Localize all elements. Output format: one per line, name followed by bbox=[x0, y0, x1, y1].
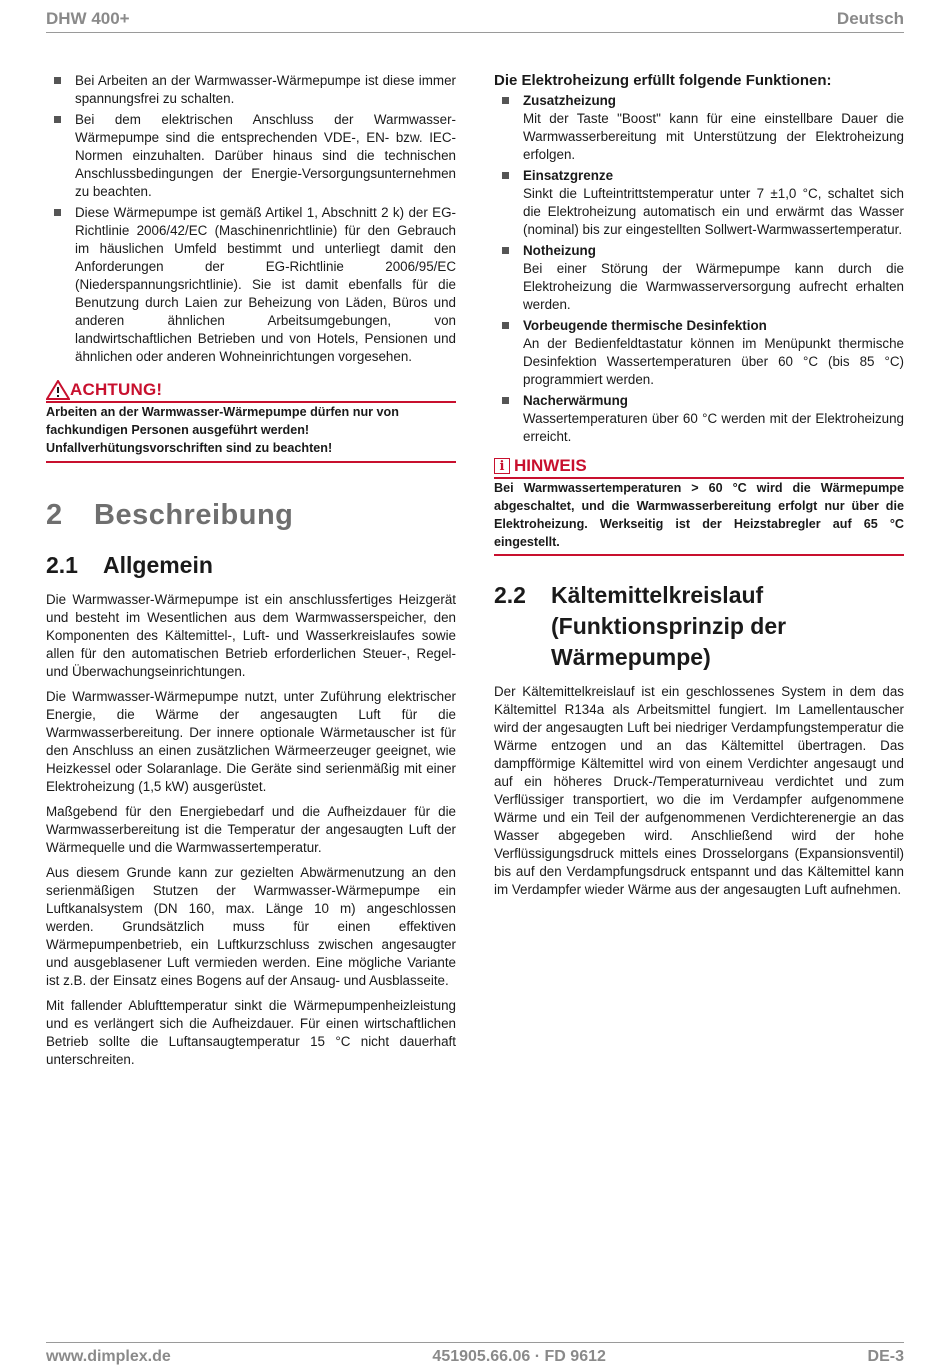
document-number: 451905.66.06 · FD 9612 bbox=[432, 1348, 606, 1365]
chapter-heading bbox=[46, 499, 456, 532]
list-item bbox=[494, 242, 904, 314]
note-title-row bbox=[494, 456, 904, 479]
section-number: 2.1 bbox=[46, 552, 78, 578]
left-column bbox=[46, 72, 456, 1076]
list-item: Bei Arbeiten an der Warmwasser-Wärmepumpe ist diese immer spannungsfrei zu schalten. bbox=[46, 72, 456, 108]
note-title: HINWEIS bbox=[514, 456, 587, 475]
page-footer bbox=[46, 1342, 904, 1371]
info-icon: i bbox=[494, 458, 510, 474]
function-title: Nacherwärmung bbox=[523, 393, 628, 408]
warning-box bbox=[46, 380, 456, 463]
document-title: DHW 400+ bbox=[46, 9, 130, 28]
list-item bbox=[494, 392, 904, 446]
function-title: Notheizung bbox=[523, 243, 596, 258]
list-item bbox=[494, 317, 904, 389]
function-text: An der Bedienfeldtastatur können im Menüpunkt thermische Desinfektion Wassertemperaturen über 60 °C (bis 85 °C) programmiert werden. bbox=[523, 336, 904, 387]
safety-bullets bbox=[46, 72, 456, 366]
paragraph: Die Warmwasser-Wärmepumpe ist ein anschlussfertiges Heizgerät und besteht im Wesentlichen aus dem Warmwasserspeicher, den Komponenten des Kältemittel-, Luft- und Wasserkreislaufes sowie allen für den automatischen Betrieb erforderlichen Steuer-, Regel- und Überwachungseinrichtungen. bbox=[46, 592, 456, 679]
function-title: Einsatzgrenze bbox=[523, 168, 614, 183]
page-header bbox=[46, 6, 904, 33]
paragraph: Maßgebend für den Energiebedarf und die Aufheizdauer für die Warmwasserbereitung ist die Temperatur der angesaugten Luft der Wärmequelle und die Warmwassertemperatur. bbox=[46, 804, 456, 855]
list-item bbox=[494, 92, 904, 164]
section-title: Allgemein bbox=[103, 552, 213, 578]
paragraph: Die Warmwasser-Wärmepumpe nutzt, unter Zuführung elektrischer Energie, die Wärme der angesaugten Luft für die Warmwasserbereitung. Der innere optionale Wärmetauscher ist für den Anschluss an einen zusätzlichen Wärmeerzeuger geeignet, wie Heizkessel oder Solaranlage. Die Geräte sind serienmäßig mit einer Elektroheizung (1,5 kW) ausgerüstet. bbox=[46, 689, 456, 794]
function-text: Sinkt die Lufteintrittstemperatur unter 7 ±1,0 °C, schaltet sich die Elektroheizung automatisch ein und erwärmt das Wasser (nominal) bis zur eingestellten Sollwert-Warmwassertemperatur. bbox=[523, 186, 904, 237]
page-number: DE-3 bbox=[867, 1348, 904, 1365]
section-title: Kältemittelkreislauf (Funktionsprinzip der Wärmepumpe) bbox=[551, 582, 787, 670]
list-item: Diese Wärmepumpe ist gemäß Artikel 1, Abschnitt 2 k) der EG-Richtlinie 2006/42/EC (Maschinenrichtlinie) für den Gebrauch im häuslichen Umfeld bestimmt und unterliegt damit den Anforderungen der EG-Richtlinie 2006/95/EC (Niederspannungsrichtlinie). Sie ist damit ebenfalls für die Benutzung durch Laien zur Beheizung von Läden, Büros und anderen ähnlichen Arbeitsumgebungen, von landwirtschaftlichen Betrieben und von Hotels, Pensionen und ähnlichen oder anderen Wohneinrichtungen vorgesehen. bbox=[46, 204, 456, 366]
chapter-number: 2 bbox=[46, 499, 63, 531]
paragraph: Aus diesem Grunde kann zur gezielten Abwärmenutzung an den serienmäßigen Stutzen der Warmwasser-Wärmepumpe ein Luftkanalsystem (DN 160, max. Länge 10 m) angeschlossen werden. Grundsätzlich muss für einen effektiven Wärmepumpenbetrieb, ein Luftkurzschluss zwischen angesaugter und ausgeblasener Luft vermieden werden. Eine mögliche Variante ist z.B. der Einsatz eines Bogens auf der Ansaug- und Ausblasseite. bbox=[46, 865, 456, 988]
section-heading bbox=[494, 580, 904, 673]
language-label: Deutsch bbox=[836, 9, 904, 28]
chapter-title: Beschreibung bbox=[94, 499, 294, 531]
note-text: Bei Warmwassertemperaturen > 60 °C wird die Wärmepumpe abgeschaltet, und die Warmwasserbereitung erfolgt nur über die Elektroheizung. Werkseitig ist der Heizstabregler auf 65 °C eingestellt. bbox=[494, 481, 904, 549]
warning-text: Arbeiten an der Warmwasser-Wärmepumpe dürfen nur von fachkundigen Personen ausgeführt werden! bbox=[46, 405, 399, 437]
list-item bbox=[494, 167, 904, 239]
function-text: Wassertemperaturen über 60 °C werden mit der Elektroheizung erreicht. bbox=[523, 411, 904, 444]
warning-title: ACHTUNG! bbox=[70, 380, 163, 399]
function-title: Vorbeugende thermische Desinfektion bbox=[523, 318, 767, 333]
paragraph: Der Kältemittelkreislauf ist ein geschlossenes System in dem das Kältemittel R134a als Arbeitsmittel fungiert. Im Lamellentauscher wird der angesaugten Luft bei niedriger Verdampfungstemperatur die Wärme entzogen und an das Kältemittel übertragen. Das dampfförmige Kältemittel wird von einem Verdichter angesaugt und auf ein höheres Druck-/Temperaturniveau verdichtet und zum Verflüssiger transportiert, wo die im Verdampfer aufgenommene Wärme und ein Teil der aufgenommenen Verdichterenergie an das Wasser abgegeben wird. Anschließend wird der hohe Verflüssigungsdruck mittels eines Drosselorgans (Expansionsventil) bis auf den Verdampfungsdruck entspannt und das Kältemittel kann im Verdampfer wieder Wärme aus der angesaugten Luft aufnehmen. bbox=[494, 684, 904, 897]
note-box bbox=[494, 456, 904, 556]
list-item: Bei dem elektrischen Anschluss der Warmwasser-Wärmepumpe sind die entsprechenden VDE-, EN- bzw. IEC-Normen einzuhalten. Darüber hinaus sind die technischen Anschlussbedingungen der Energie-Versorgungsunternehmen zu beachten. bbox=[46, 111, 456, 201]
functions-list bbox=[494, 92, 904, 446]
website-link[interactable]: www.dimplex.de bbox=[46, 1348, 171, 1365]
function-title: Zusatzheizung bbox=[523, 93, 616, 108]
function-text: Mit der Taste "Boost" kann für eine einstellbare Dauer die Warmwasserbereitung mit Unterstützung der Elektroheizung erfolgen. bbox=[523, 111, 904, 162]
function-text: Bei einer Störung der Wärmepumpe kann durch die Elektroheizung die Warmwasserversorgung aufrecht erhalten werden. bbox=[523, 261, 904, 312]
warning-text: Unfallverhütungsvorschriften sind zu beachten! bbox=[46, 441, 333, 455]
warning-title-row bbox=[46, 380, 456, 403]
paragraph: Mit fallender Ablufttemperatur sinkt die Wärmepumpenheizleistung und es verlängert sich die Aufheizdauer. Für einen wirtschaftlichen Betrieb sollte die Luftansaugtemperatur 15 °C nicht dauerhaft unterschreiten. bbox=[46, 998, 456, 1067]
section-number: 2.2 bbox=[494, 582, 526, 608]
right-column bbox=[494, 72, 904, 906]
functions-heading: Die Elektroheizung erfüllt folgende Funktionen: bbox=[494, 72, 832, 89]
warning-triangle-icon bbox=[46, 380, 70, 400]
section-heading bbox=[46, 550, 456, 581]
